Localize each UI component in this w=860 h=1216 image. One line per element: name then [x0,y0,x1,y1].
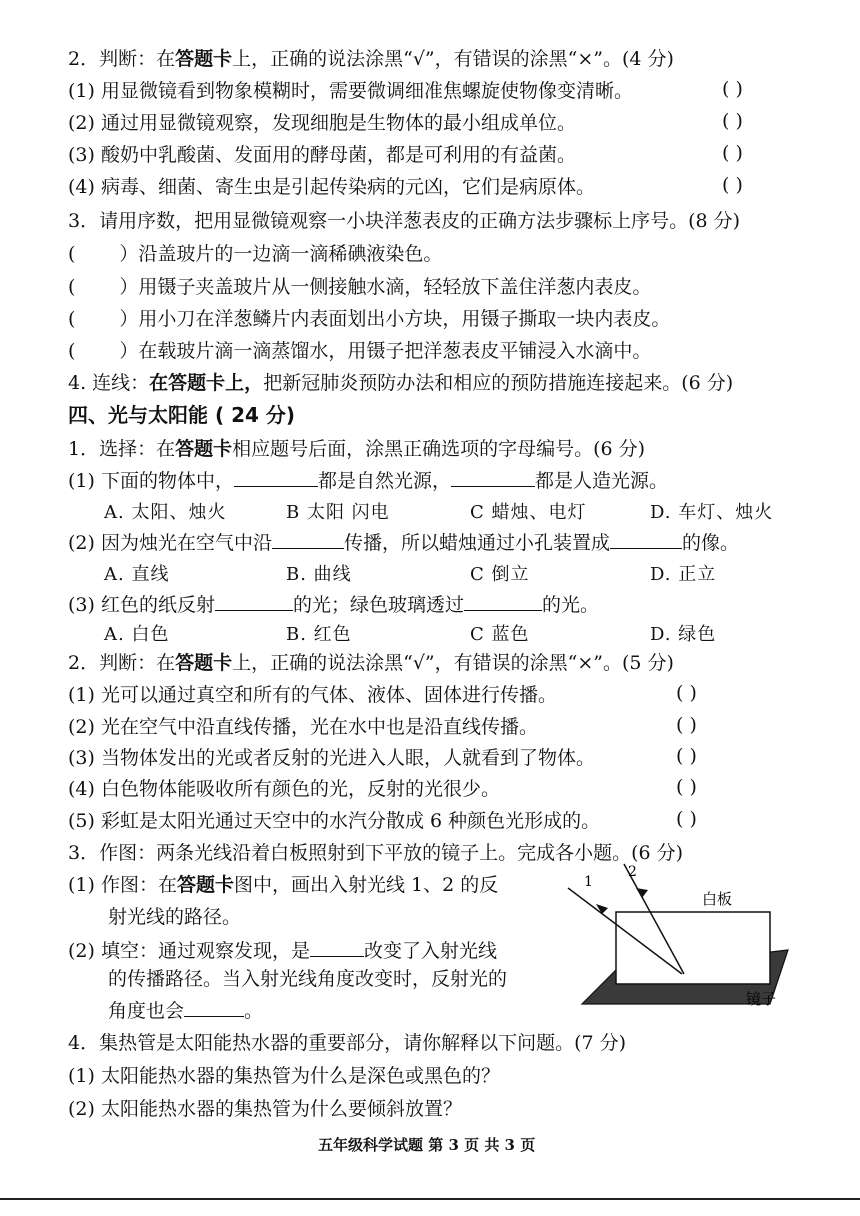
p4-q1-sub1: (1) 下面的物体中， 都是自然光源， 都是人造光源。 [68,466,668,494]
q3-stem: 3．请用序数，把用显微镜观察一小块洋葱表皮的正确方法步骤标上序号。(8 分) [68,210,741,232]
p4-q3-stem: 3．作图：两条光线沿着白板照射到下平放的镜子上。完成各小题。(6 分) [68,842,684,864]
p4-q1-sub2: (2) 因为烛光在空气中沿 传播，所以蜡烛通过小孔装置成 的像。 [68,528,739,556]
answer-paren: ( ) [676,714,697,736]
board-label: 白板 [702,890,733,908]
option-d: D. 车灯、烛火 [650,502,774,523]
ray-2-arrow [636,888,648,898]
mirror-label: 镜子 [746,990,777,1008]
fill-blank[interactable] [451,466,535,487]
q2-item-4: (4) 病毒、细菌、寄生虫是引起传染病的元凶，它们是病原体。 [68,176,595,198]
option-c: C 倒立 [470,564,530,585]
fill-blank[interactable] [310,936,364,957]
answer-paren: ( ) [722,142,743,164]
q2-item-1: (1) 用显微镜看到物象模糊时，需要微调细准焦螺旋使物像变清晰。 [68,80,633,102]
p4-q2-item-4: (4) 白色物体能吸收所有颜色的光，反射的光很少。 [68,778,500,800]
p4-q3-sub2-cont2: 角度也会 。 [108,996,263,1024]
ray-1-arrow [596,904,608,914]
q3-step-3: ( ）用小刀在洋葱鳞片内表面划出小方块，用镊子撕取一块内表皮。 [68,308,671,330]
fill-blank[interactable] [272,528,344,549]
ray-2-label: 2 [628,864,637,880]
answer-paren: ( ) [676,745,697,767]
ray-1-label: 1 [584,874,593,890]
bottom-rule [0,1198,860,1200]
page-footer: 五年级科学试题 第 3 页 共 3 页 [318,1136,536,1154]
fill-blank[interactable] [464,590,542,611]
option-a: A. 直线 [104,564,170,585]
p4-q2-item-1: (1) 光可以通过真空和所有的气体、液体、固体进行传播。 [68,684,557,706]
fill-blank[interactable] [215,590,293,611]
option-c: C 蓝色 [470,624,530,645]
p4-q4-item-2: (2) 太阳能热水器的集热管为什么要倾斜放置？ [68,1098,462,1120]
answer-paren: ( ) [676,682,697,704]
p4-q2-stem: 2．判断：在答题卡上，正确的说法涂黑“√”，有错误的涂黑“×”。(5 分) [68,652,674,674]
option-d: D. 正立 [650,564,717,585]
q3-step-4: ( ）在载玻片滴一滴蒸馏水，用镊子把洋葱表皮平铺浸入水滴中。 [68,340,652,362]
answer-paren: ( ) [676,776,697,798]
white-board [616,912,770,984]
q4-stem: 4. 连线：在答题卡上，把新冠肺炎预防办法和相应的预防措施连接起来。(6 分) [68,372,734,394]
answer-paren: ( ) [722,78,743,100]
option-d: D. 绿色 [650,624,717,645]
option-c: C 蜡烛、电灯 [470,502,587,523]
mirror-diagram [556,858,796,1014]
fill-blank[interactable] [610,528,682,549]
p4-q2-item-5: (5) 彩虹是太阳光通过天空中的水汽分散成 6 种颜色光形成的。 [68,810,601,832]
option-b: B. 红色 [286,624,352,645]
q3-step-1: ( ）沿盖玻片的一边滴一滴稀碘液染色。 [68,243,443,265]
answer-paren: ( ) [722,110,743,132]
p4-q3-sub2: (2) 填空：通过观察发现，是 改变了入射光线 [68,936,497,964]
p4-q4-stem: 4．集热管是太阳能热水器的重要部分，请你解释以下问题。(7 分) [68,1032,627,1054]
p4-q3-sub2-cont: 的传播路径。当入射光线角度改变时，反射光的 [108,968,508,990]
q2-item-3: (3) 酸奶中乳酸菌、发面用的酵母菌，都是可利用的有益菌。 [68,144,576,166]
fill-blank[interactable] [234,466,318,487]
q2-stem: 2．判断：在答题卡上，正确的说法涂黑“√”，有错误的涂黑“×”。(4 分) [68,48,674,70]
p4-q4-item-1: (1) 太阳能热水器的集热管为什么是深色或黑色的？ [68,1065,500,1087]
p4-q2-item-2: (2) 光在空气中沿直线传播，光在水中也是沿直线传播。 [68,716,538,738]
option-a: A. 白色 [104,624,170,645]
answer-paren: ( ) [676,808,697,830]
p4-q1-sub3: (3) 红色的纸反射 的光；绿色玻璃透过 的光。 [68,590,599,618]
q3-step-2: ( ）用镊子夹盖玻片从一侧接触水滴，轻轻放下盖住洋葱内表皮。 [68,276,652,298]
p4-q1-stem: 1．选择：在答题卡相应题号后面，涂黑正确选项的字母编号。(6 分) [68,438,646,460]
option-a: A. 太阳、烛火 [104,502,227,523]
option-b: B 太阳 闪电 [286,502,390,523]
p4-q3-sub1-cont: 射光线的路径。 [108,906,242,928]
p4-q3-sub1: (1) 作图：在答题卡图中，画出入射光线 1、2 的反 [68,874,499,896]
section-title: 四、光与太阳能 ( 24 分) [68,403,296,427]
q2-item-2: (2) 通过用显微镜观察，发现细胞是生物体的最小组成单位。 [68,112,576,134]
answer-paren: ( ) [722,174,743,196]
option-b: B. 曲线 [286,564,352,585]
p4-q2-item-3: (3) 当物体发出的光或者反射的光进入人眼，人就看到了物体。 [68,747,595,769]
fill-blank[interactable] [184,996,244,1017]
